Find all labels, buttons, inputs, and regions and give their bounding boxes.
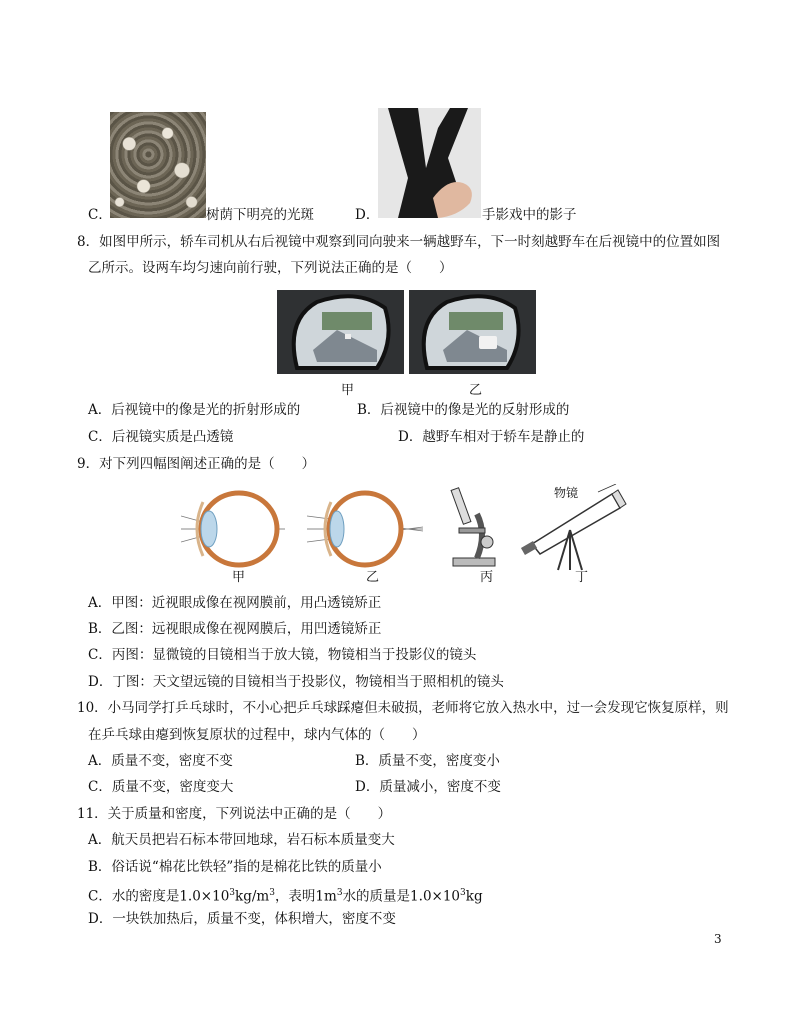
q9-figure-label-d: 丁 bbox=[575, 570, 589, 585]
q11-option-c-exp1: 3 bbox=[229, 888, 236, 898]
q9-option-b: B．乙图：远视眼成像在视网膜后，用凹透镜矫正 bbox=[88, 621, 382, 637]
mirror-figure-a bbox=[277, 290, 404, 374]
q7-option-d-label: D． bbox=[355, 207, 380, 223]
microscope-diagram bbox=[447, 484, 505, 570]
q11-option-c-part1: C．水的密度是1.0×10 bbox=[88, 888, 230, 905]
eye-diagram-b bbox=[307, 488, 425, 570]
q8-option-d: D．越野车相对于轿车是静止的 bbox=[398, 429, 585, 445]
eye-diagram-a bbox=[181, 488, 293, 570]
q8-stem-line2: 乙所示。设两车均匀速向前行驶，下列说法正确的是（ ） bbox=[88, 260, 453, 276]
mirror-figure-b bbox=[409, 290, 536, 374]
q9-option-a: A．甲图：近视眼成像在视网膜前，用凸透镜矫正 bbox=[88, 595, 382, 611]
q11-option-d: D．一块铁加热后，质量不变，体积增大，密度不变 bbox=[88, 911, 396, 927]
q8-option-c: C．后视镜实质是凸透镜 bbox=[88, 429, 234, 445]
telescope-objective-label: 物镜 bbox=[554, 486, 579, 500]
q11-stem: 11．关于质量和密度，下列说法中正确的是（ ） bbox=[77, 806, 392, 822]
q11-option-c-exp3: 3 bbox=[336, 888, 343, 898]
q9-stem: 9．对下列四幅图阐述正确的是（ ） bbox=[77, 456, 316, 472]
q11-option-b: B．俗话说“棉花比铁轻”指的是棉花比铁的质量小 bbox=[88, 859, 382, 875]
q9-figure-label-c: 丙 bbox=[480, 570, 494, 585]
q11-option-a: A．航天员把岩石标本带回地球，岩石标本质量变大 bbox=[88, 832, 395, 848]
q8-figure-label-b: 乙 bbox=[469, 383, 483, 398]
q11-option-c-part5: kg bbox=[465, 888, 483, 905]
q8-option-a: A．后视镜中的像是光的折射形成的 bbox=[88, 402, 301, 418]
q8-option-b: B．后视镜中的像是光的反射形成的 bbox=[357, 402, 570, 418]
q9-figure-label-b: 乙 bbox=[366, 570, 380, 585]
tree-shade-light-spots-photo bbox=[110, 112, 206, 218]
q10-option-c: C．质量不变，密度变大 bbox=[88, 779, 234, 795]
hand-shadow-photo bbox=[378, 108, 481, 218]
q11-option-c-exp2: 3 bbox=[269, 888, 275, 898]
q10-stem-line2: 在乒乓球由瘪到恢复原状的过程中，球内气体的（ ） bbox=[88, 727, 426, 743]
q10-option-a: A．质量不变，密度不变 bbox=[88, 753, 233, 769]
q11-option-c-exp4: 3 bbox=[460, 888, 466, 898]
q8-figure-label-a: 甲 bbox=[341, 383, 355, 398]
q7-option-d-text: 手影戏中的影子 bbox=[482, 207, 577, 223]
q7-option-c-text: 树荫下明亮的光斑 bbox=[206, 207, 314, 223]
q7-option-c-label: C． bbox=[88, 207, 112, 223]
q10-option-b: B．质量不变，密度变小 bbox=[355, 753, 500, 769]
q9-option-d: D．丁图：天文望远镜的目镜相当于投影仪，物镜相当于照相机的镜头 bbox=[88, 674, 504, 690]
q8-stem-line1: 8．如图甲所示，轿车司机从右后视镜中观察到同向驶来一辆越野车，下一时刻越野车在后视镜中的位置如图 bbox=[77, 234, 721, 250]
page-number: 3 bbox=[714, 932, 722, 946]
q10-option-d: D．质量减小，密度不变 bbox=[355, 779, 501, 795]
q11-option-c-part4: 水的质量是1.0×10 bbox=[342, 888, 461, 905]
q11-option-c-part2: kg/m bbox=[235, 888, 270, 905]
q9-option-c: C．丙图：显微镜的目镜相当于放大镜，物镜相当于投影仪的镜头 bbox=[88, 647, 477, 663]
q11-option-c-part3: ，表明1m bbox=[274, 888, 337, 905]
q10-stem-line1: 10．小马同学打乒乓球时，不小心把乒乓球踩瘪但未破损，老师将它放入热水中，过一会发现它恢复原样，则 bbox=[77, 700, 729, 716]
q11-option-c bbox=[88, 884, 483, 906]
q9-figure-label-a: 甲 bbox=[232, 570, 246, 585]
